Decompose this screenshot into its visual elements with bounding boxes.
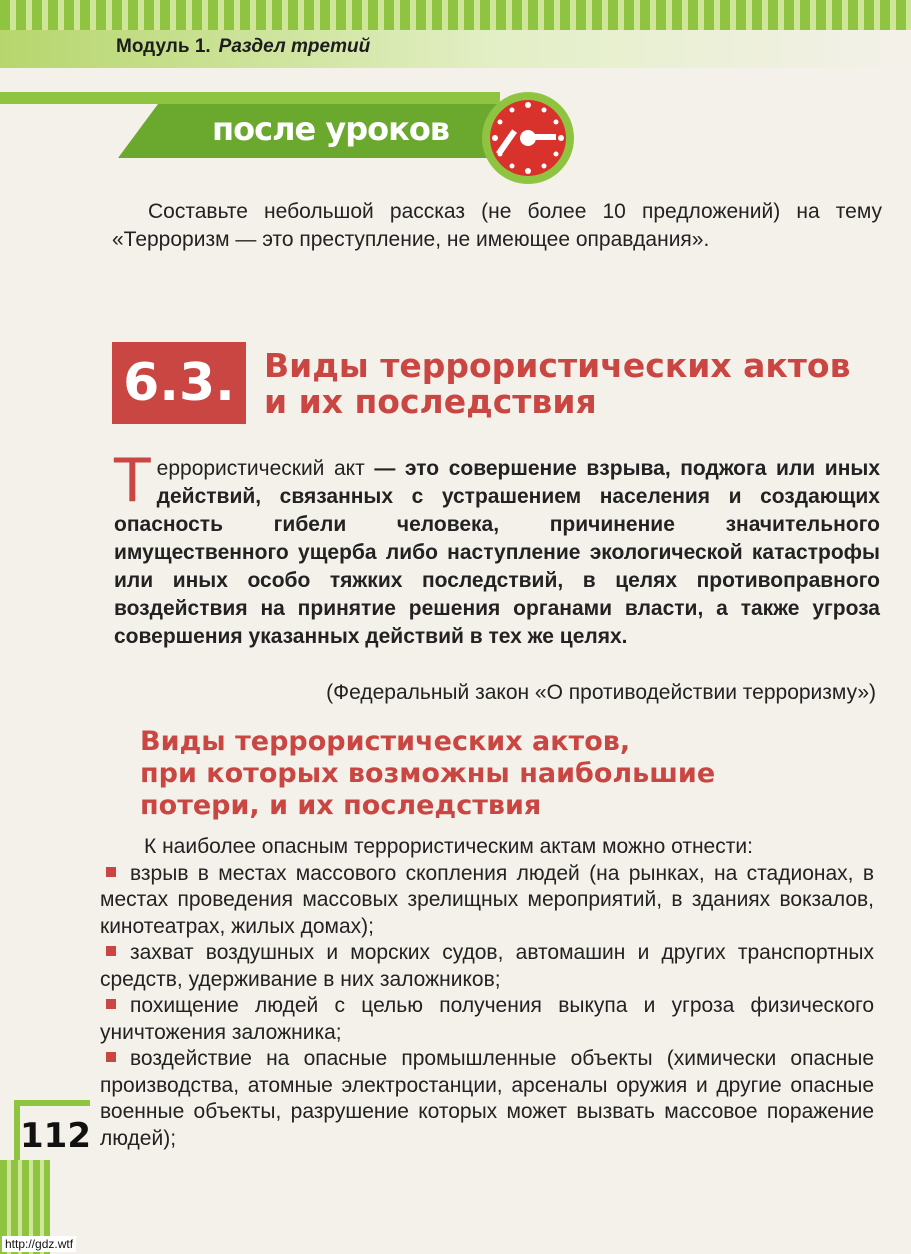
list-item: воздействие на опасные промышленные объекты (химически опасные производства, атомные электростанции, арсеналы оружия и другие опасные военные объекты, разрушение которых может вызвать массовое поражение людей);: [100, 1046, 874, 1152]
module-label: Модуль 1.: [116, 36, 211, 57]
section-title-line: Виды террористических актов: [264, 346, 851, 385]
list-item: похищение людей с целью получения выкупа и угроза физического уничтожения заложника;: [100, 993, 874, 1046]
badge-line: [0, 92, 500, 104]
body-text: [100, 834, 874, 1152]
clock-icon: [480, 90, 576, 186]
running-header: [116, 36, 370, 58]
subheading: [140, 726, 840, 822]
watermark: http://gdz.wtf: [2, 1236, 76, 1252]
subheading-line: потери, и их последствия: [140, 790, 542, 821]
section-title: [264, 348, 894, 420]
list-item: захват воздушных и морских судов, автомашин и других транспортных средств, удерживание в них заложников;: [100, 940, 874, 993]
page-number: 112: [14, 1100, 90, 1166]
definition-source: (Федеральный закон «О противодействии терроризму»): [326, 681, 876, 704]
section-number: 6.3.: [112, 342, 246, 424]
subheading-line: Виды террористических актов,: [140, 726, 631, 757]
section-title-line: и их последствия: [264, 382, 597, 421]
lead-paragraph: К наиболее опасным террористическим актам можно отнести:: [144, 835, 753, 858]
list-item: взрыв в местах массового скопления людей (на рынках, на стадионах, в местах проведения массовых зрелищных мероприятий, в зданиях вокзалов, кинотеатрах, жилых домах);: [100, 861, 874, 941]
definition-block: [114, 446, 880, 651]
section-label: Раздел третий: [218, 36, 371, 57]
after-lessons-task: Составьте небольшой рассказ (не более 10 предложений) на тему «Терроризм — это преступление, не имеющее оправдания».: [112, 200, 882, 251]
definition-term: еррористический акт: [156, 457, 365, 480]
drop-cap: Т: [114, 446, 151, 516]
after-lessons-label: после уроков: [212, 110, 450, 148]
top-stripe-band: [0, 0, 911, 30]
subheading-line: при которых возможны наибольшие: [140, 758, 716, 789]
definition-text: — это совершение взрыва, поджога или иных действий, связанных с устрашением населения и создающих опасность гибели человека, причинение значительного имущественного ущерба либо наступление экологической катастрофы или иных особо тяжких последствий, в целях противоправного воздействия на принятие решения органами власти, а также угроза совершения указанных действий в тех же целях.: [114, 457, 880, 648]
